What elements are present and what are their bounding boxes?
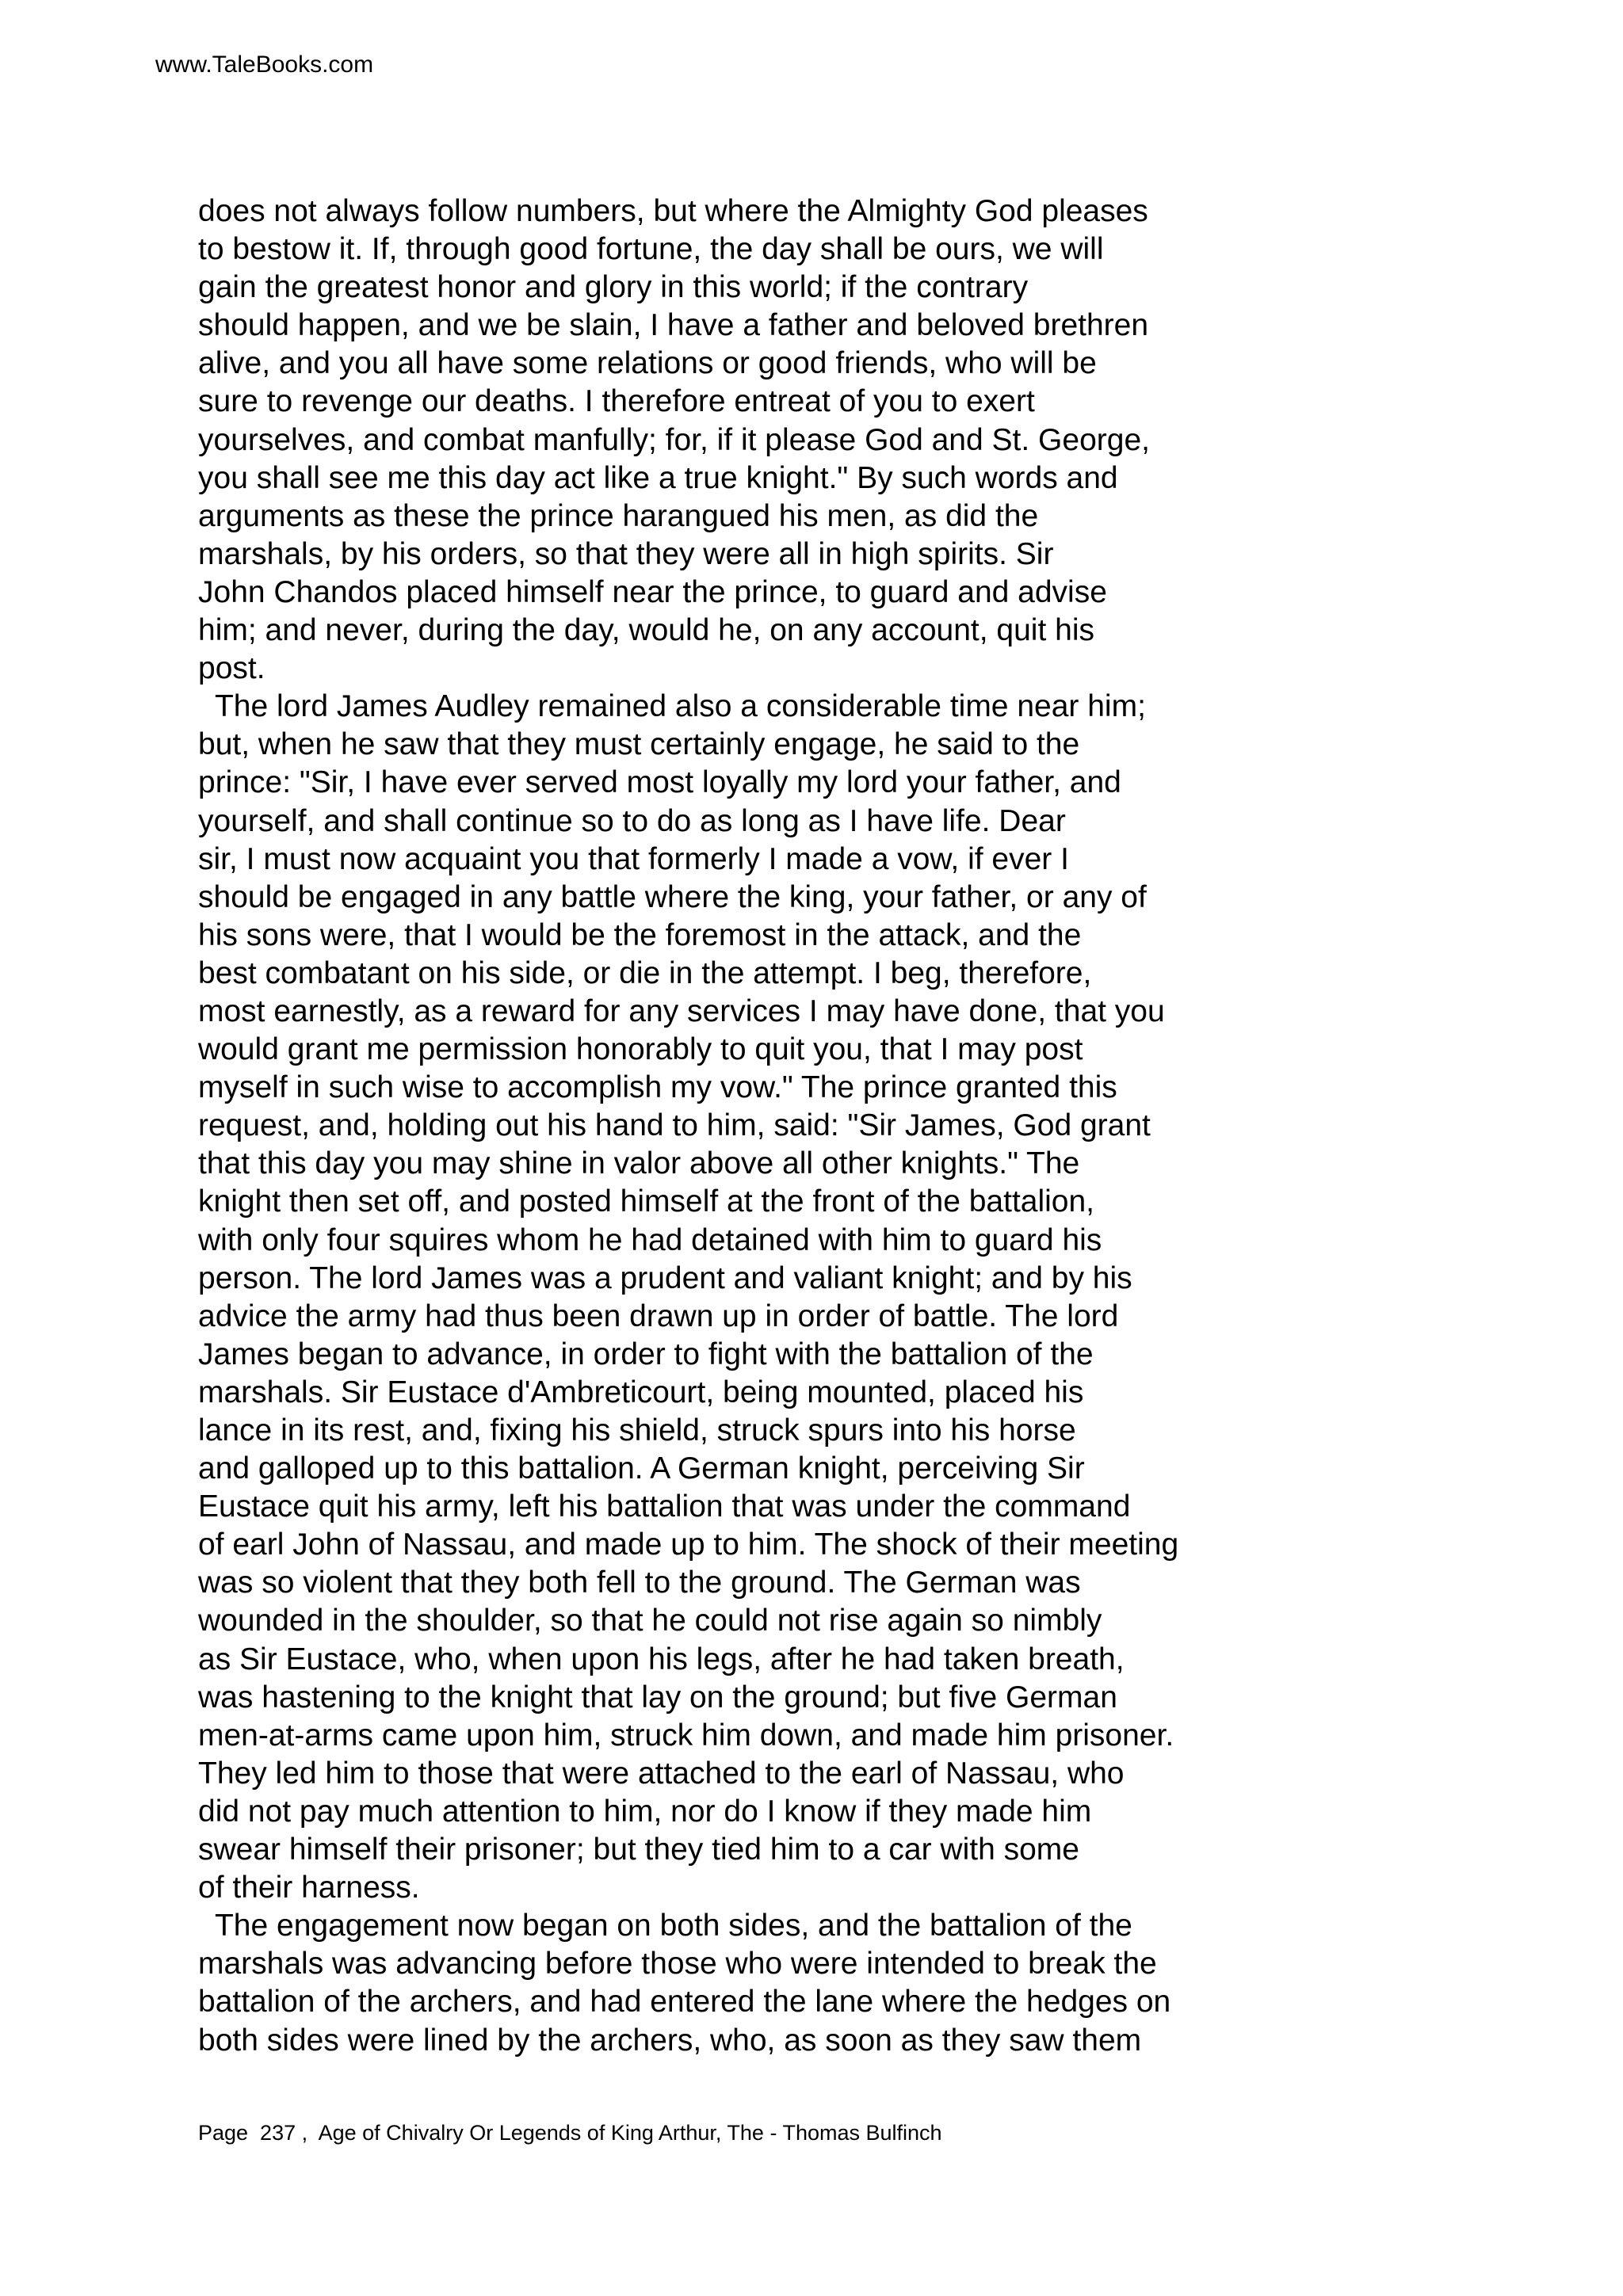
text-line: The lord James Audley remained also a considerable time near him; (198, 689, 1146, 724)
text-line: should happen, and we be slain, I have a father and beloved brethren (198, 308, 1149, 343)
text-line: men-at-arms came upon him, struck him down, and made him prisoner. (198, 1718, 1174, 1753)
text-line: swear himself their prisoner; but they tied him to a car with some (198, 1833, 1079, 1867)
text-line: should be engaged in any battle where the king, your father, or any of (198, 879, 1147, 914)
text-line: sure to revenge our deaths. I therefore entreat of you to exert (198, 384, 1035, 419)
page-footer: Page 237 , Age of Chivalry Or Legends of King Arthur, The - Thomas Bulfinch (198, 2121, 942, 2145)
text-line: but, when he saw that they must certainly engage, he said to the (198, 727, 1080, 762)
text-line: post. (198, 651, 265, 686)
text-line: request, and, holding out his hand to him, said: "Sir James, God grant (198, 1108, 1151, 1143)
text-line: of their harness. (198, 1871, 420, 1905)
text-line: you shall see me this day act like a true knight." By such words and (198, 460, 1118, 495)
text-line: yourselves, and combat manfully; for, if it please God and St. George, (198, 422, 1150, 457)
text-line: and galloped up to this battalion. A German knight, perceiving Sir (198, 1451, 1085, 1486)
text-line: James began to advance, in order to fight with the battalion of the (198, 1337, 1094, 1371)
text-line: person. The lord James was a prudent and valiant knight; and by his (198, 1261, 1132, 1295)
text-line: as Sir Eustace, who, when upon his legs, after he had taken breath, (198, 1642, 1125, 1676)
text-line: The engagement now began on both sides, and the battalion of the (198, 1909, 1132, 1943)
text-line: knight then set off, and posted himself at the front of the battalion, (198, 1184, 1095, 1219)
text-line: with only four squires whom he had detained with him to guard his (198, 1222, 1102, 1257)
text-line: was so violent that they both fell to the ground. The German was (198, 1566, 1081, 1600)
text-line: battalion of the archers, and had entered the lane where the hedges on (198, 1985, 1171, 2019)
text-line: marshals. Sir Eustace d'Ambreticourt, being mounted, placed his (198, 1375, 1084, 1409)
text-line: marshals, by his orders, so that they were all in high spirits. Sir (198, 536, 1054, 571)
text-line: did not pay much attention to him, nor do I know if they made him (198, 1794, 1092, 1829)
text-line: both sides were lined by the archers, who, as soon as they saw them (198, 2023, 1142, 2058)
page-body-text (198, 193, 1545, 2060)
text-line: gain the greatest honor and glory in this world; if the contrary (198, 270, 1029, 305)
text-line: alive, and you all have some relations or good friends, who will be (198, 346, 1097, 381)
text-line: prince: "Sir, I have ever served most loyally my lord your father, and (198, 765, 1121, 800)
text-line: sir, I must now acquaint you that formerly I made a vow, if ever I (198, 841, 1069, 876)
text-line: Eustace quit his army, left his battalion that was under the command (198, 1489, 1131, 1524)
text-line: most earnestly, as a reward for any services I may have done, that you (198, 994, 1165, 1028)
text-line: wounded in the shoulder, so that he could not rise again so nimbly (198, 1604, 1102, 1638)
text-line: does not always follow numbers, but where the Almighty God pleases (198, 194, 1148, 228)
site-url: www.TaleBooks.com (155, 51, 374, 78)
text-line: yourself, and shall continue so to do as long as I have life. Dear (198, 803, 1066, 838)
text-line: They led him to those that were attached to the earl of Nassau, who (198, 1756, 1125, 1791)
text-line: John Chandos placed himself near the prince, to guard and advise (198, 574, 1107, 609)
text-line: of earl John of Nassau, and made up to him. The shock of their meeting (198, 1527, 1179, 1562)
text-line: to bestow it. If, through good fortune, the day shall be ours, we will (198, 232, 1104, 267)
text-line: arguments as these the prince harangued his men, as did the (198, 498, 1039, 533)
text-line: that this day you may shine in valor above all other knights." The (198, 1146, 1080, 1181)
text-line: best combatant on his side, or die in the attempt. I beg, therefore, (198, 955, 1092, 990)
text-line: was hastening to the knight that lay on the ground; but five German (198, 1680, 1117, 1714)
text-line: myself in such wise to accomplish my vow." The prince granted this (198, 1070, 1117, 1105)
text-line: lance in its rest, and, fixing his shield, struck spurs into his horse (198, 1413, 1076, 1447)
text-line: advice the army had thus been drawn up in order of battle. The lord (198, 1299, 1119, 1333)
text-line: would grant me permission honorably to quit you, that I may post (198, 1032, 1083, 1067)
text-line: his sons were, that I would be the foremost in the attack, and the (198, 917, 1082, 952)
text-line: marshals was advancing before those who were intended to break the (198, 1947, 1157, 1981)
text-line: him; and never, during the day, would he, on any account, quit his (198, 613, 1094, 648)
